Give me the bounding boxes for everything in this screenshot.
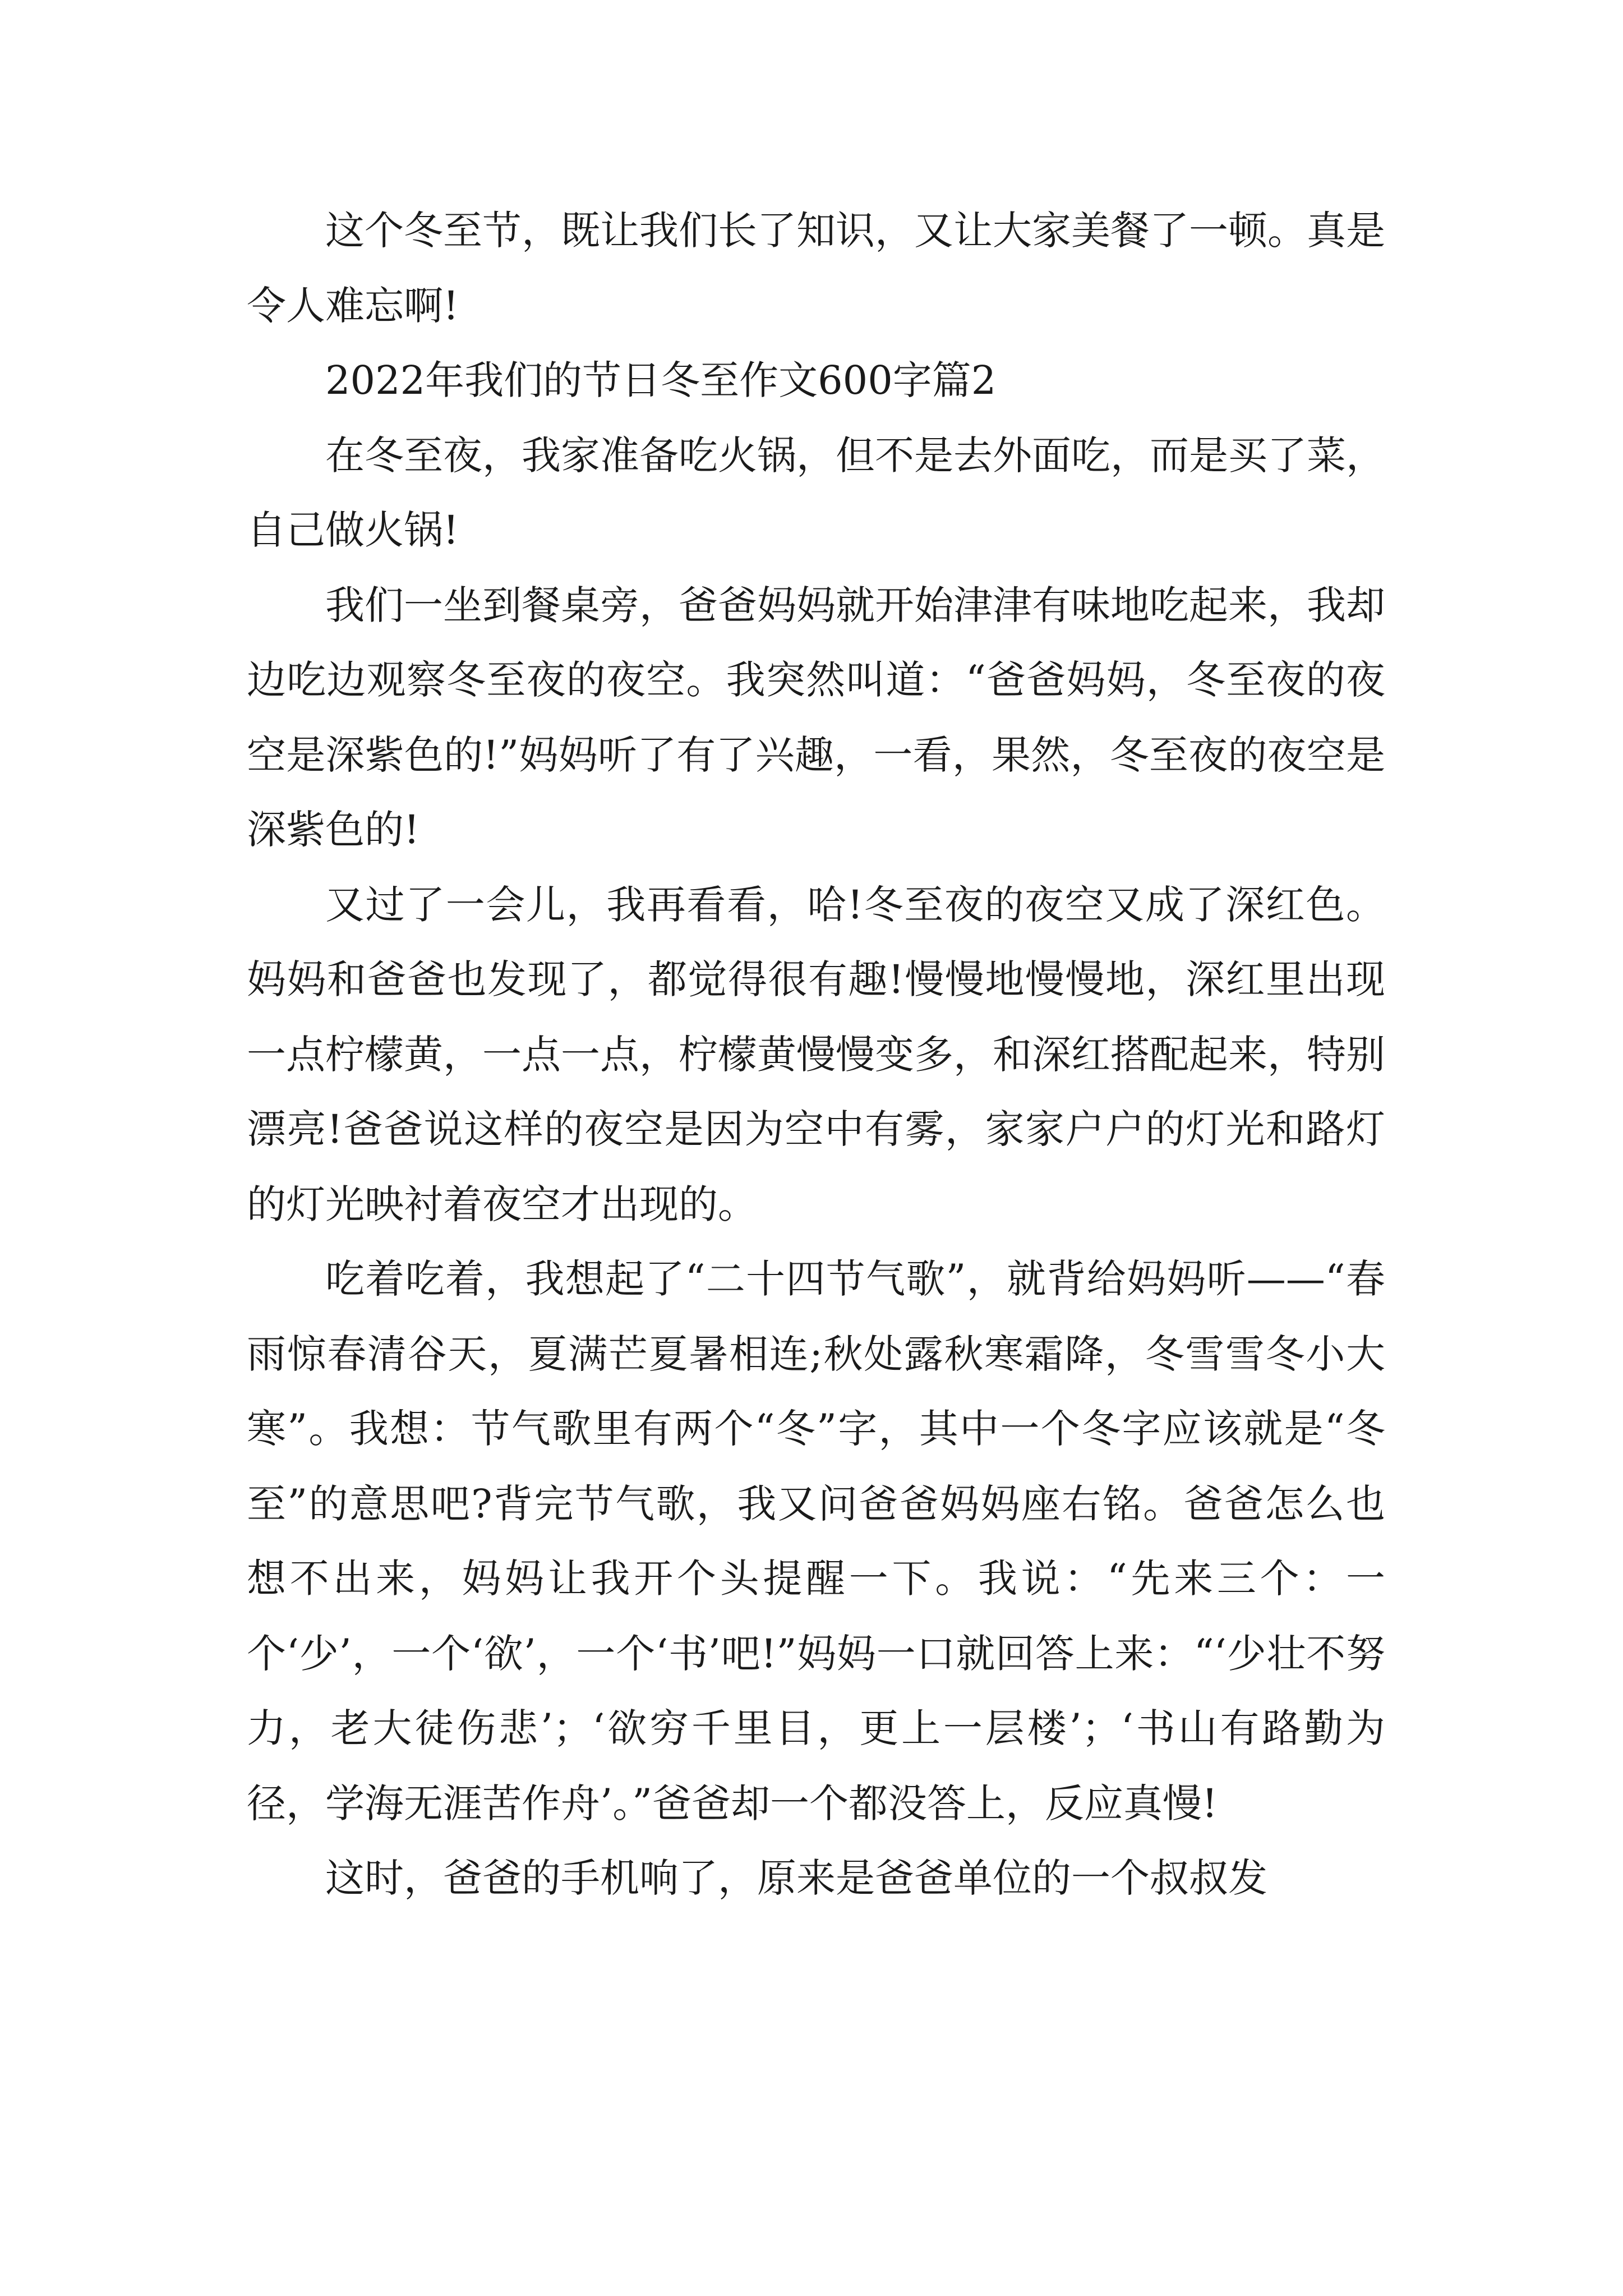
paragraph-night-sky-purple: 我们一坐到餐桌旁，爸爸妈妈就开始津津有味地吃起来，我却边吃边观察冬至夜的夜空。我突然叫道：“爸爸妈妈，冬至夜的夜空是深紫色的!”妈妈听了有了兴趣，一看，果然，冬至夜的夜空是深紫色的! (247, 582, 1385, 853)
paragraph-phone-call: 这时，爸爸的手机响了，原来是爸爸单位的一个叔叔发 (325, 1855, 1267, 1901)
paragraph-hotpot: 在冬至夜，我家准备吃火锅，但不是去外面吃，而是买了菜，自己做火锅! (247, 432, 1385, 553)
document-page (247, 194, 1385, 1916)
paragraph-closing: 这个冬至节，既让我们长了知识，又让大家美餐了一顿。真是令人难忘啊! (247, 208, 1385, 329)
essay-heading: 2022年我们的节日冬至作文600字篇2 (325, 357, 997, 403)
paragraph-night-sky-red: 又过了一会儿，我再看看，哈!冬至夜的夜空又成了深红色。妈妈和爸爸也发现了，都觉得很有趣!慢慢地慢慢地，深红里出现一点柠檬黄，一点一点，柠檬黄慢慢变多，和深红搭配起来，特别漂亮!爸爸说这样的夜空是因为空中有雾，家家户户的灯光和路灯的灯光映衬着夜空才出现的。 (247, 881, 1385, 1227)
paragraph-solar-terms: 吃着吃着，我想起了“二十四节气歌”，就背给妈妈听——“春雨惊春清谷天，夏满芒夏暑相连;秋处露秋寒霜降，冬雪雪冬小大寒”。我想：节气歌里有两个“冬”字，其中一个冬字应该就是“冬至”的意思吧?背完节气歌，我又问爸爸妈妈座右铭。爸爸怎么也想不出来，妈妈让我开个头提醒一下。我说：“先来三个：一个‘少’，一个‘欲’，一个‘书’吧!”妈妈一口就回答上来：“‘少壮不努力，老大徒伤悲’；‘欲穷千里目，更上一层楼’；‘书山有路勤为径，学海无涯苦作舟’。”爸爸却一个都没答上，反应真慢! (247, 1256, 1385, 1826)
